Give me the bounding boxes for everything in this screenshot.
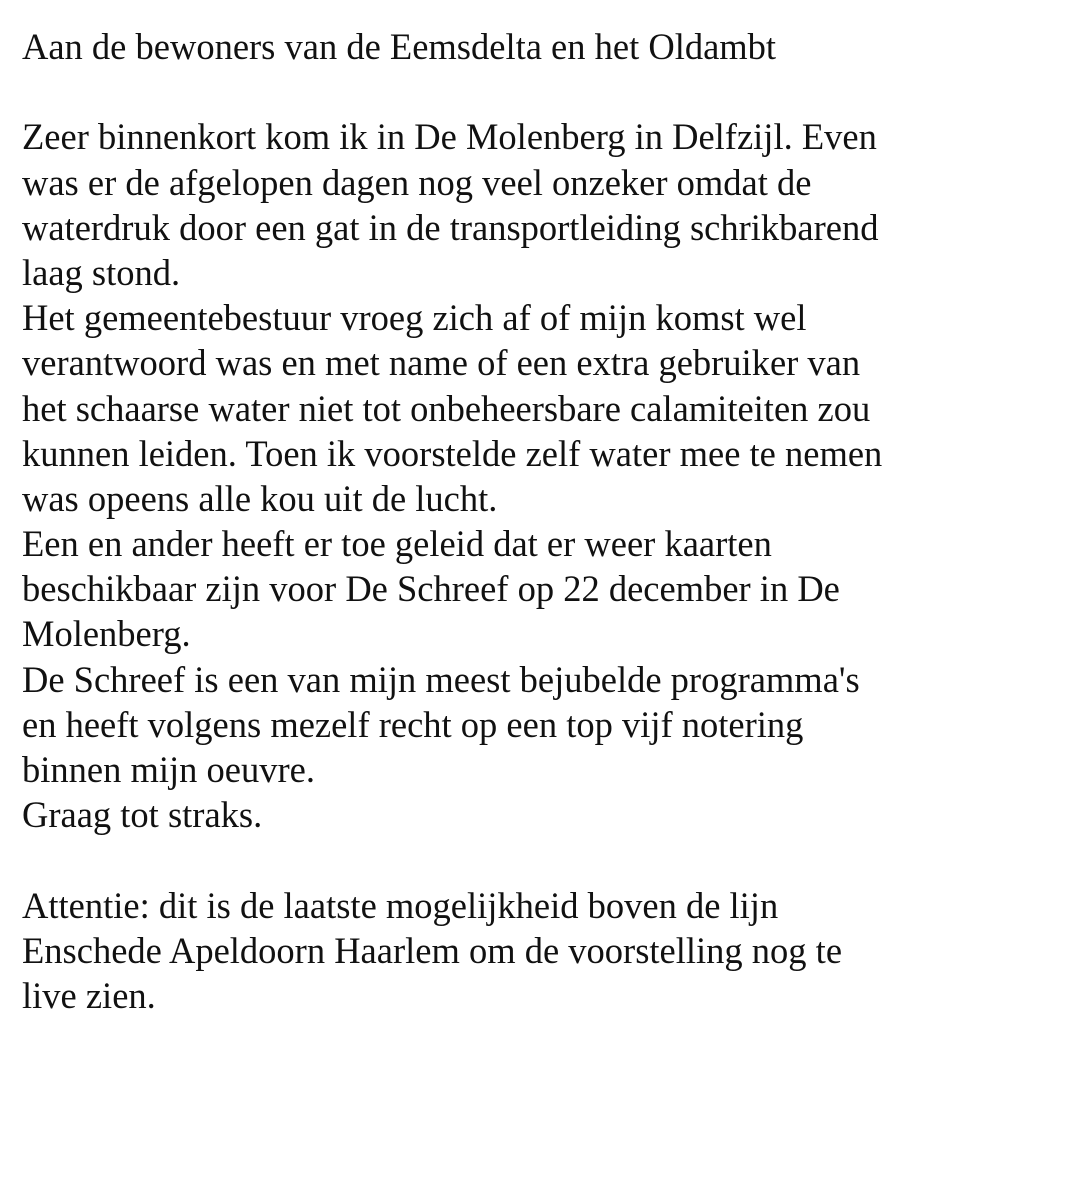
note-line: Attentie: dit is de laatste mogelijkheid boven de lijn [22, 884, 779, 926]
body-line: en heeft volgens mezelf recht op een top vijf notering [22, 703, 804, 745]
body-line: waterdruk door een gat in de transportleiding schrikbarend [22, 206, 879, 248]
body-line: Molenberg. [22, 613, 191, 655]
body-line: kunnen leiden. Toen ik voorstelde zelf water mee te nemen [22, 432, 883, 474]
body-line: was opeens alle kou uit de lucht. [22, 477, 498, 519]
body-line: Zeer binnenkort kom ik in De Molenberg in Delfzijl. Even [22, 116, 877, 158]
body-line: binnen mijn oeuvre. [22, 749, 315, 790]
body-line: Het gemeentebestuur vroeg zich af of mijn komst wel [22, 297, 807, 339]
body-line: was er de afgelopen dagen nog veel onzeker omdat de [22, 161, 812, 203]
letter-body [22, 114, 1090, 837]
body-line: De Schreef is een van mijn meest bejubelde programma's [22, 658, 860, 700]
greeting-line: Aan de bewoners van de Eemsdelta en het Oldambt [22, 26, 777, 67]
paragraph-spacer [22, 69, 1090, 114]
body-line: Een en ander heeft er toe geleid dat er weer kaarten [22, 523, 772, 565]
paragraph-spacer [22, 837, 1090, 882]
attention-note [22, 883, 1090, 1019]
body-line: beschikbaar zijn voor De Schreef op 22 december in De [22, 568, 840, 610]
body-line: het schaarse water niet tot onbeheersbare calamiteiten zou [22, 387, 871, 429]
body-line: Graag tot straks. [22, 794, 263, 836]
body-line: verantwoord was en met name of een extra gebruiker van [22, 342, 861, 384]
note-line: Enschede Apeldoorn Haarlem om de voorstelling nog te [22, 929, 843, 971]
body-line: laag stond. [22, 251, 181, 293]
note-line: live zien. [22, 974, 156, 1016]
letter-document [22, 24, 1090, 1018]
